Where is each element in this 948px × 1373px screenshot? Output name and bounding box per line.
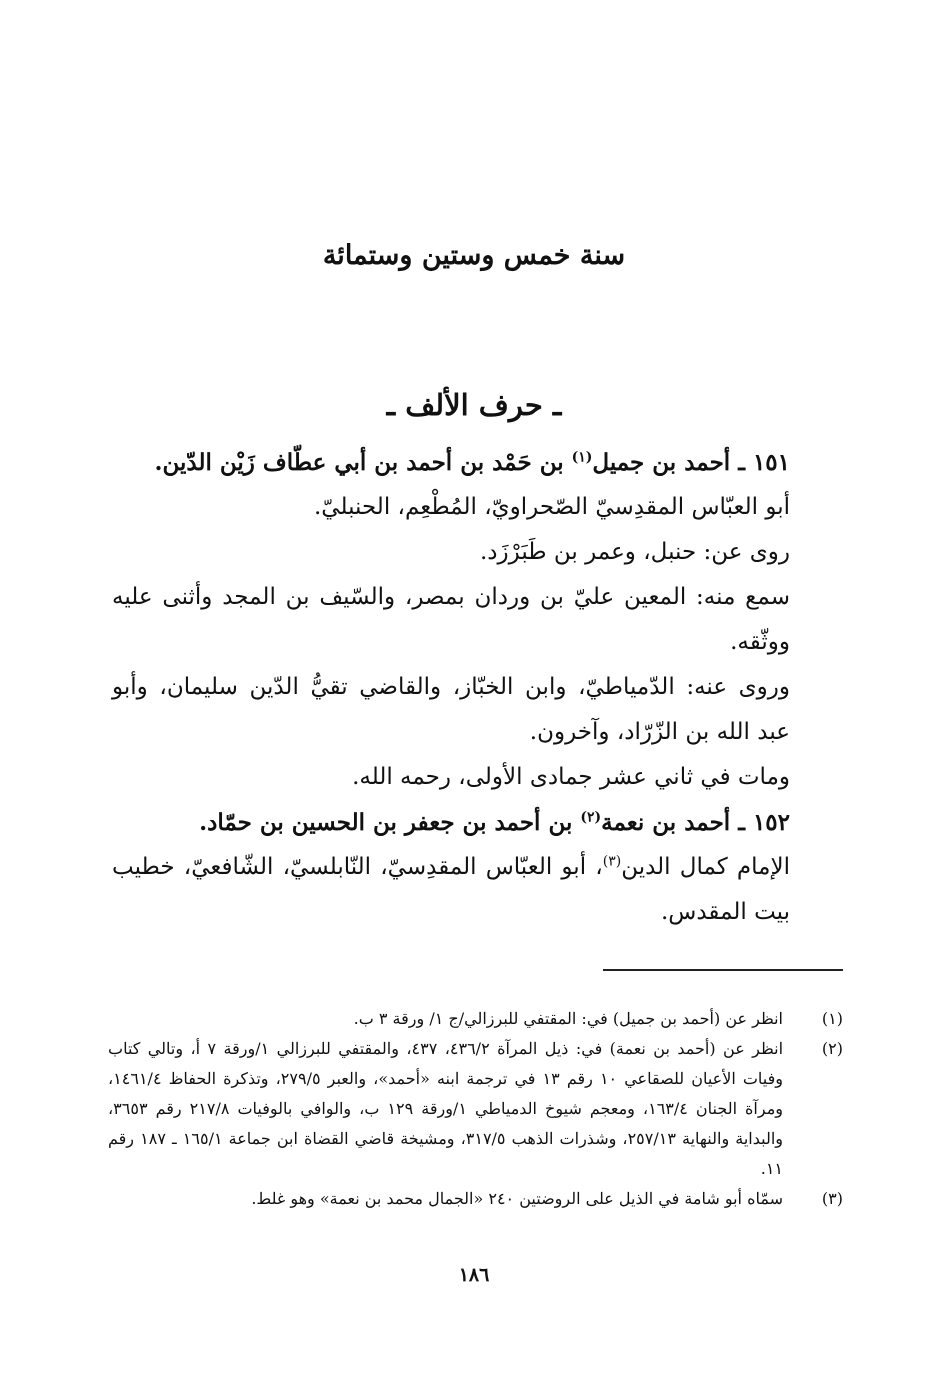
footnote-number: (١)	[821, 1009, 843, 1028]
page-number: ١٨٦	[458, 1264, 490, 1286]
footnote-marker-1: (١)	[571, 449, 593, 466]
footnote-2	[108, 1034, 843, 1184]
entry-151-narrators: وروى عنه: الدّمياطيّ، وابن الخبّاز، والقاضي تقيُّ الدّين سليمان، وأبو عبد الله بن الزّرّاد، وآخرون.	[112, 674, 790, 745]
entry-151-teachers: روى عن: حنبل، وعمر بن طَبَرْزَد.	[479, 539, 790, 565]
entry-151-heard-from: سمع منه: المعين عليّ بن وردان بمصر، والسّيف بن المجد وأثنى عليه ووثّقه.	[112, 584, 790, 655]
main-text	[112, 440, 838, 935]
entry-151-kunya: أبو العبّاس المقدِسيّ الصّحراويّ، المُطْعِم، الحنبليّ.	[313, 494, 790, 520]
entry-151-name: ١٥١ ـ أحمد بن جميل	[592, 449, 790, 476]
footnote-marker-3: (٣)	[602, 853, 622, 870]
entry-151-death: ومات في ثاني عشر جمادى الأولى، رحمه الله.	[352, 764, 790, 790]
footnote-3	[108, 1184, 843, 1214]
footnote-text: انظر عن (أحمد بن جميل) في: المقتفي للبرزالي/ج ١/ ورقة ٣ ب.	[353, 1009, 783, 1028]
entry-152-title: الإمام كمال الدين	[621, 854, 790, 880]
year-title: سنة خمس وستين وستمائة	[322, 240, 626, 271]
footnote-number: (٣)	[821, 1189, 843, 1208]
footnote-1	[108, 1004, 843, 1034]
entry-152-description	[112, 845, 838, 935]
footnote-text: انظر عن (أحمد بن نعمة) في: ذيل المرآة ٤٣٦/٢، ٤٣٧، والمقتفي للبرزالي ١/ورقة ٧ أ، وتالي كتاب وفيات الأعيان للصقاعي ١٠ رقم ١٣ في ترجمة ابنه «أحمد»، والعبر ٢٧٩/٥، وتذكرة الحفاظ ١٤٦١/٤، ومرآة الجنان ١٦٣/٤، ومعجم شيوخ الدمياطي ١/ورقة ١٢٩ ب، والوافي بالوفيات ٢١٧/٨ رقم ٣٦٥٣، والبداية والنهاية ٢٥٧/١٣، وشذرات الذهب ٣١٧/٥، ومشيخة قاضي القضاة ابن جماعة ١٦٥/١ ـ ١٨٧ رقم ١١.	[108, 1039, 784, 1178]
entry-152-name: ١٥٢ ـ أحمد بن نعمة	[601, 809, 790, 836]
section-title: ـ حرف الألف ـ	[386, 388, 562, 422]
footnote-text: سمّاه أبو شامة في الذيل على الروضتين ٢٤٠ «الجمال محمد بن نعمة» وهو غلط.	[251, 1189, 783, 1208]
footnote-divider	[603, 969, 843, 971]
entry-151-lineage: بن حَمْد بن أحمد بن أبي عطّاف زَيْن الدّين.	[154, 449, 572, 476]
footnote-number: (٢)	[821, 1039, 843, 1058]
entry-152-lineage: بن أحمد بن جعفر بن الحسين بن حمّاد.	[199, 809, 581, 836]
footnotes	[108, 1004, 843, 1214]
entry-152-nisba: ، أبو العبّاس المقدِسيّ، النّابلسيّ، الشّافعيّ، خطيب بيت المقدس.	[112, 854, 790, 925]
entry-152-heading	[112, 800, 838, 845]
entry-151-heading	[112, 440, 838, 485]
footnote-marker-2: (٢)	[580, 809, 602, 826]
